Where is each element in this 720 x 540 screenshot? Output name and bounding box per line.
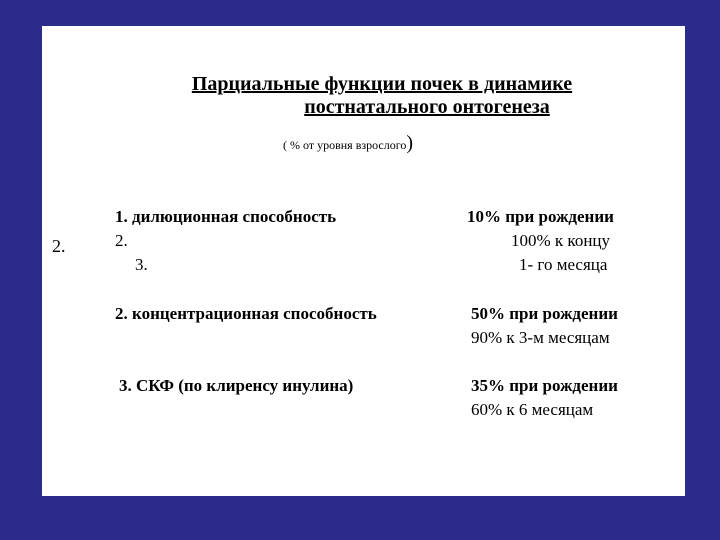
row1-value-line2: 100% к концу (511, 231, 611, 250)
row1-label-line3: 3. (135, 255, 148, 274)
title-line-1: Парциальные функции почек в динамике (191, 73, 573, 95)
row1-value-line3: 1- го месяца (519, 255, 608, 274)
row3-label: 3. СКФ (по клиренсу инулина) (119, 376, 354, 395)
subtitle-open-paren: ( (283, 138, 287, 152)
subtitle-text: % от уровня взрослого (287, 138, 407, 152)
slide (42, 26, 685, 496)
row2-value-line1: 50% при рождении (471, 304, 618, 323)
row3-value-line2: 60% к 6 месяцам (471, 400, 594, 419)
subtitle-close-paren: ) (406, 132, 414, 154)
row3-value-line1: 35% при рождении (471, 376, 618, 395)
row2-label: 2. концентрационная способность (115, 304, 377, 323)
title-line-2: постнатального онтогенеза (304, 96, 550, 118)
side-number: 2. (52, 236, 66, 256)
row1-label-line1: 1. дилюционная способность (115, 207, 337, 226)
subtitle (283, 132, 413, 155)
row2-value-line2: 90% к 3-м месяцам (471, 328, 610, 347)
row1-label-line2: 2. (115, 231, 128, 250)
slide-title (152, 73, 612, 119)
row1-value-line1: 10% при рождении (467, 207, 614, 226)
